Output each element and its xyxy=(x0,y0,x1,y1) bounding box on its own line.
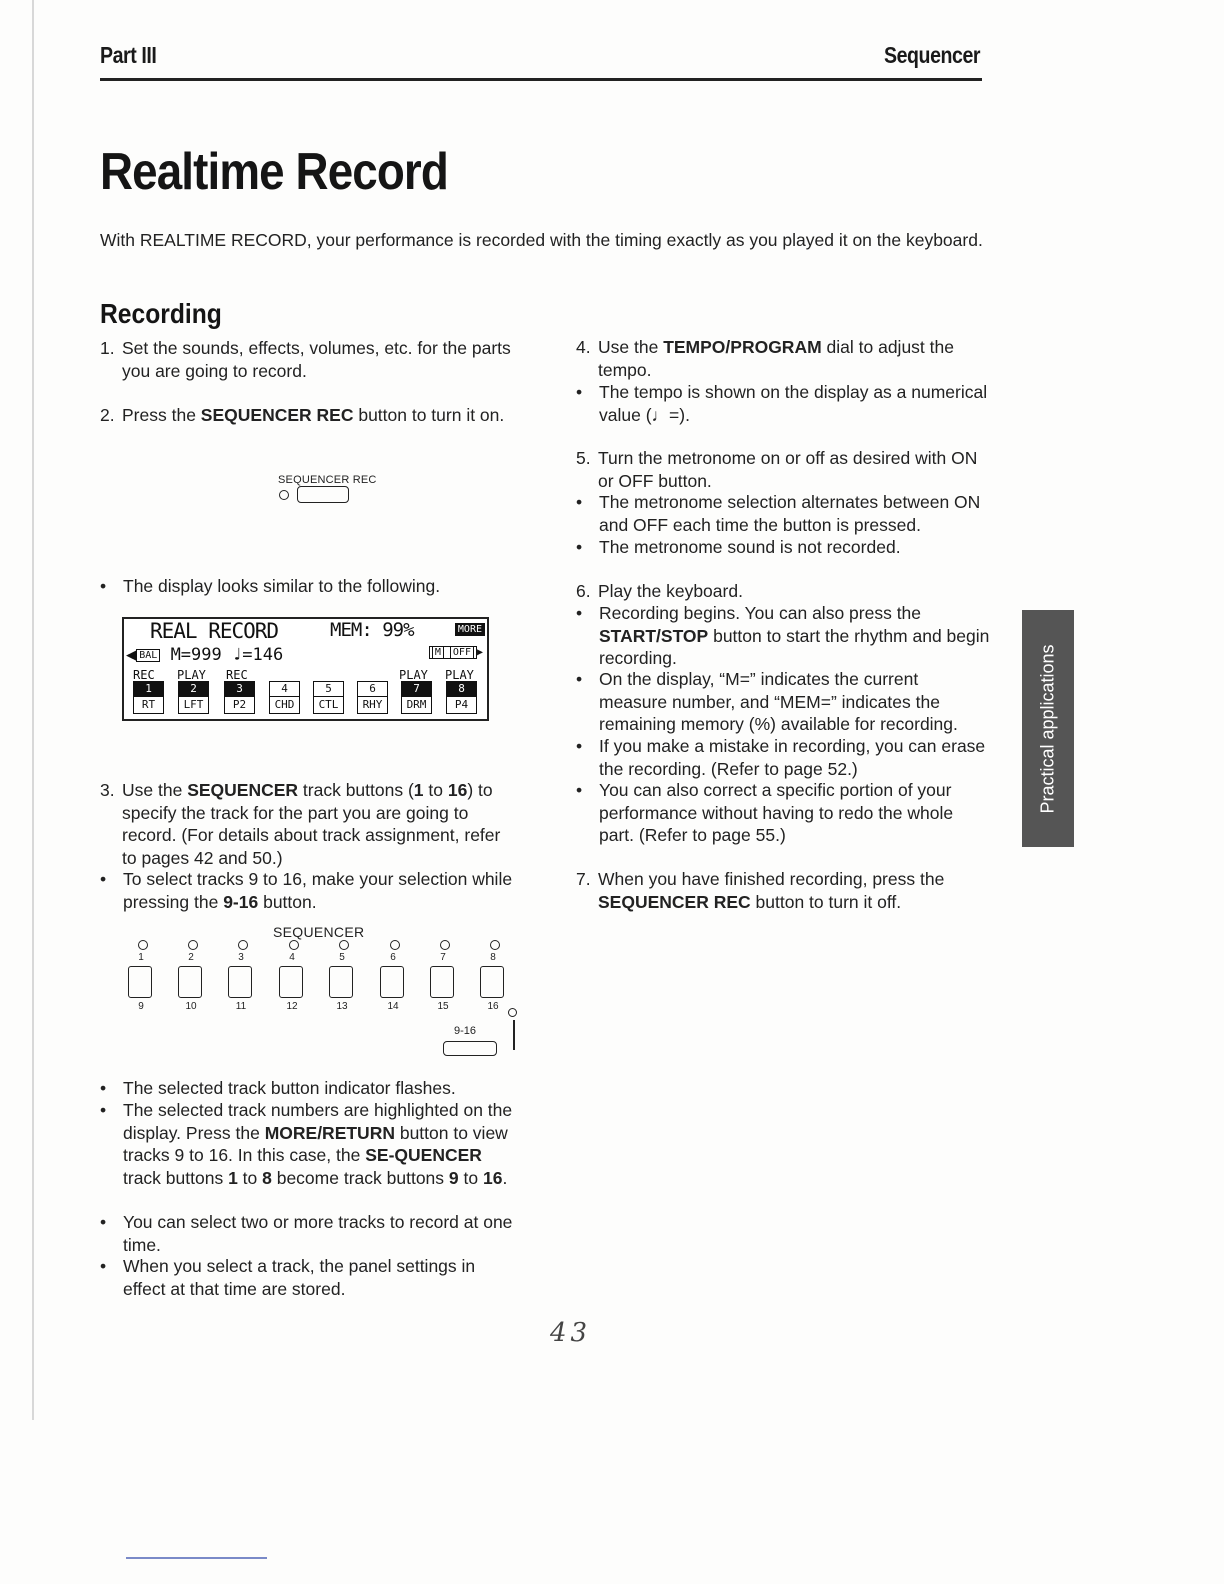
lcd-track-2: 2 LFT xyxy=(178,681,209,714)
header-part: Part III xyxy=(100,42,157,68)
header-section: Sequencer xyxy=(883,42,980,68)
track-led-icon xyxy=(390,940,400,950)
lcd-status: PLAY xyxy=(445,668,474,682)
lcd-measure: M=999 xyxy=(170,645,222,665)
track-number-bottom: 14 xyxy=(387,1001,399,1012)
lcd-memory: MEM: 99% xyxy=(330,619,414,641)
nine-sixteen-connector xyxy=(513,1020,515,1050)
track-button xyxy=(430,966,454,998)
track-number-bottom: 16 xyxy=(487,1001,499,1012)
lcd-tempo: ♩=146 xyxy=(232,645,284,665)
track-number-top: 3 xyxy=(238,952,244,963)
track-number-bottom: 11 xyxy=(235,1001,247,1012)
sequencer-rec-button xyxy=(297,486,349,503)
lcd-status: REC xyxy=(133,668,155,682)
lcd-track-8: 8 P4 xyxy=(446,681,477,714)
track-button xyxy=(228,966,252,998)
track-number-bottom: 15 xyxy=(437,1001,449,1012)
track-led-icon xyxy=(490,940,500,950)
track-led-icon xyxy=(138,940,148,950)
track-led-icon xyxy=(339,940,349,950)
lcd-more-indicator: MORE xyxy=(455,623,485,636)
lcd-status: PLAY xyxy=(399,668,428,682)
track-number-top: 5 xyxy=(339,952,345,963)
lcd-track-7: 7 DRM xyxy=(401,681,432,714)
track-led-icon xyxy=(289,940,299,950)
track-number-top: 8 xyxy=(490,952,496,963)
lcd-line2: ◀ BAL M=999 ♩=146 xyxy=(126,645,284,665)
lcd-track-3: 3 P2 xyxy=(224,681,255,714)
track-button xyxy=(178,966,202,998)
track-button xyxy=(480,966,504,998)
page-number: 43 xyxy=(550,1318,592,1348)
side-tab: Practical applications xyxy=(1022,610,1074,847)
sequencer-rec-label: SEQUENCER REC xyxy=(278,474,377,486)
section-heading: Recording xyxy=(100,298,222,329)
track-number-top: 4 xyxy=(289,952,295,963)
page-edge-shadow xyxy=(32,0,34,1420)
track-led-icon xyxy=(440,940,450,950)
track-button xyxy=(279,966,303,998)
track-number-bottom: 13 xyxy=(336,1001,348,1012)
lcd-track-4: 4 CHD xyxy=(269,681,300,714)
page-title: Realtime Record xyxy=(100,143,448,201)
intro-paragraph: With REALTIME RECORD, your performance is recorded with the timing exactly as you played it on the keyboard. xyxy=(100,230,983,250)
nine-sixteen-led-icon xyxy=(508,1008,517,1017)
track-number-top: 1 xyxy=(138,952,144,963)
track-number-top: 6 xyxy=(390,952,396,963)
track-number-top: 7 xyxy=(440,952,446,963)
lcd-mode: REAL RECORD xyxy=(150,619,279,643)
track-led-icon xyxy=(188,940,198,950)
track-number-bottom: 10 xyxy=(185,1001,197,1012)
lcd-metronome: M OFF ▶ xyxy=(429,647,483,658)
lcd-status: REC xyxy=(226,668,248,682)
track-number-bottom: 9 xyxy=(138,1001,144,1012)
lcd-track-1: 1 RT xyxy=(133,681,164,714)
track-number-top: 2 xyxy=(188,952,194,963)
track-button xyxy=(329,966,353,998)
track-button xyxy=(380,966,404,998)
header-rule xyxy=(100,78,982,81)
track-led-icon xyxy=(238,940,248,950)
lcd-status: PLAY xyxy=(177,668,206,682)
lcd-track-6: 6 RHY xyxy=(357,681,388,714)
sequencer-rec-led-icon xyxy=(279,490,289,500)
lcd-track-5: 5 CTL xyxy=(313,681,344,714)
sequencer-track-label: SEQUENCER xyxy=(273,924,365,940)
nine-sixteen-label: 9-16 xyxy=(454,1025,477,1037)
nine-sixteen-button xyxy=(443,1041,497,1056)
track-number-bottom: 12 xyxy=(286,1001,298,1012)
lcd-display xyxy=(122,617,489,721)
bottom-rule xyxy=(126,1557,267,1559)
track-button xyxy=(128,966,152,998)
